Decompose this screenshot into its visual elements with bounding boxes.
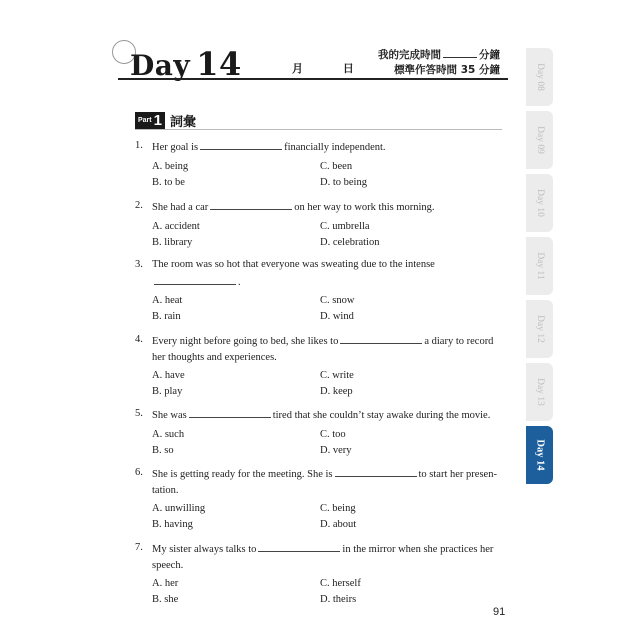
options-row	[152, 576, 505, 592]
options-row	[152, 175, 505, 191]
stem-text-before: Her goal is	[152, 142, 199, 153]
answer-option[interactable]: B. rain	[152, 311, 181, 322]
question-stem	[135, 138, 505, 156]
completion-time-blank	[443, 47, 477, 58]
options-row	[152, 368, 505, 384]
answer-option[interactable]: D. wind	[320, 311, 354, 322]
answer-option[interactable]: C. been	[320, 160, 353, 172]
answer-option[interactable]: C. snow	[320, 295, 355, 306]
day-number: 14	[196, 45, 242, 83]
question-1	[135, 138, 505, 191]
stem-text-after: to start her presen-tation.	[152, 469, 497, 496]
answer-options	[135, 219, 505, 251]
date-fields	[292, 60, 354, 76]
stem-text-before: Every night before going to bed, she likes to	[152, 336, 339, 347]
answer-option[interactable]: C. too	[320, 428, 346, 440]
question-stem	[135, 198, 505, 216]
tab-day-08[interactable]	[526, 48, 553, 106]
answer-options	[135, 427, 505, 459]
answer-options	[135, 501, 505, 533]
answer-option[interactable]: A. heat	[152, 295, 183, 306]
answer-options	[135, 368, 505, 400]
answer-blank[interactable]	[258, 540, 340, 552]
tab-label: Day 09	[534, 126, 545, 154]
options-row	[152, 592, 505, 608]
tab-day-14[interactable]	[526, 426, 553, 484]
answer-options	[135, 159, 505, 191]
answer-option[interactable]: D. very	[320, 444, 352, 456]
answer-option[interactable]: A. unwilling	[152, 503, 206, 514]
tab-day-13[interactable]	[526, 363, 553, 421]
tab-day-09[interactable]	[526, 111, 553, 169]
stem-text-after: financially independent.	[284, 142, 386, 153]
options-row	[152, 235, 505, 251]
question-5	[135, 406, 505, 459]
stem-text-before: She was	[152, 410, 187, 421]
answer-option[interactable]: C. being	[320, 503, 356, 514]
options-row	[152, 293, 505, 309]
answer-option[interactable]: B. library	[152, 236, 193, 248]
question-3	[135, 257, 505, 325]
part-badge: Part 1	[135, 112, 165, 129]
answer-option[interactable]: B. to be	[152, 176, 185, 188]
tab-label: Day 14	[534, 439, 545, 471]
question-6	[135, 465, 505, 533]
stem-text-after: in the mirror when she practices her speech.	[152, 544, 494, 571]
stem-text-after: .	[238, 276, 241, 288]
answer-blank[interactable]	[189, 406, 271, 418]
stem-text-before: My sister always talks to	[152, 544, 257, 555]
day-label: 日	[342, 62, 354, 75]
header-rule	[118, 78, 508, 80]
answer-option[interactable]: A. accident	[152, 220, 200, 232]
answer-option[interactable]: C. write	[320, 370, 354, 381]
question-number: 6.	[135, 467, 143, 478]
day-word: Day	[130, 49, 191, 82]
part-heading	[135, 111, 196, 129]
answer-option[interactable]: B. she	[152, 594, 179, 605]
stem-text-after: a diary to record her thoughts and experiences.	[152, 336, 494, 363]
question-2	[135, 198, 505, 251]
tab-label: Day 12	[534, 315, 545, 343]
question-stem	[135, 332, 505, 365]
question-stem	[135, 406, 505, 424]
time-box	[378, 47, 500, 78]
question-number: 3.	[135, 259, 143, 270]
stem-text-before: She had a car	[152, 202, 209, 213]
answer-option[interactable]: B. having	[152, 519, 193, 530]
question-number: 7.	[135, 542, 143, 553]
answer-blank[interactable]	[210, 198, 292, 210]
question-number: 2.	[135, 200, 143, 211]
answer-option[interactable]: D. theirs	[320, 594, 357, 605]
answer-option[interactable]: A. have	[152, 370, 185, 381]
part-title: 詞彙	[169, 115, 196, 130]
answer-option[interactable]: A. being	[152, 160, 189, 172]
answer-blank[interactable]	[340, 332, 422, 344]
options-row	[152, 384, 505, 400]
stem-text-before: She is getting ready for the meeting. She is	[152, 469, 333, 480]
options-row	[152, 427, 505, 443]
options-row	[152, 309, 505, 325]
options-row	[152, 443, 505, 459]
answer-option[interactable]: A. such	[152, 428, 185, 440]
answer-options	[135, 293, 505, 325]
completion-time: 我的完成時間 分鐘	[378, 49, 500, 61]
question-stem	[135, 465, 505, 498]
standard-time: 標準作答時間 35 分鐘	[394, 64, 500, 76]
answer-option[interactable]: D. about	[320, 519, 357, 530]
month-label: 月	[292, 62, 303, 75]
options-row	[152, 219, 505, 235]
stem-text-after: on her way to work this morning.	[294, 202, 435, 213]
answer-blank[interactable]	[335, 465, 417, 477]
tab-day-10[interactable]	[526, 174, 553, 232]
answer-option[interactable]: C. umbrella	[320, 220, 370, 232]
tab-label: Day 08	[534, 63, 545, 91]
question-number: 5.	[135, 408, 143, 419]
page-number: 91	[493, 606, 506, 618]
tab-label: Day 11	[534, 252, 545, 280]
answer-option[interactable]: D. celebration	[320, 236, 380, 248]
options-row	[152, 159, 505, 175]
options-row	[152, 517, 505, 533]
answer-option[interactable]: A. her	[152, 578, 179, 589]
answer-blank[interactable]	[154, 273, 236, 285]
answer-option[interactable]: C. herself	[320, 578, 361, 589]
answer-options	[135, 576, 505, 608]
part-rule	[135, 129, 502, 130]
answer-option[interactable]: B. play	[152, 386, 183, 397]
question-4	[135, 332, 505, 400]
tab-label: Day 10	[534, 189, 545, 217]
question-stem	[135, 257, 505, 290]
stem-text-before: The room was so hot that everyone was sweating due to the intense	[152, 259, 435, 270]
answer-option[interactable]: D. keep	[320, 386, 353, 397]
tab-day-11[interactable]	[526, 237, 553, 295]
question-7	[135, 540, 505, 608]
question-stem	[135, 540, 505, 573]
options-row	[152, 501, 505, 517]
answer-option[interactable]: B. so	[152, 444, 174, 456]
tab-day-12[interactable]	[526, 300, 553, 358]
question-number: 4.	[135, 334, 143, 345]
stem-text-after: tired that she couldn’t stay awake during the movie.	[272, 410, 491, 421]
tab-label: Day 13	[534, 378, 545, 406]
answer-option[interactable]: D. to being	[320, 176, 367, 188]
question-number: 1.	[135, 140, 143, 151]
answer-blank[interactable]	[200, 138, 282, 150]
